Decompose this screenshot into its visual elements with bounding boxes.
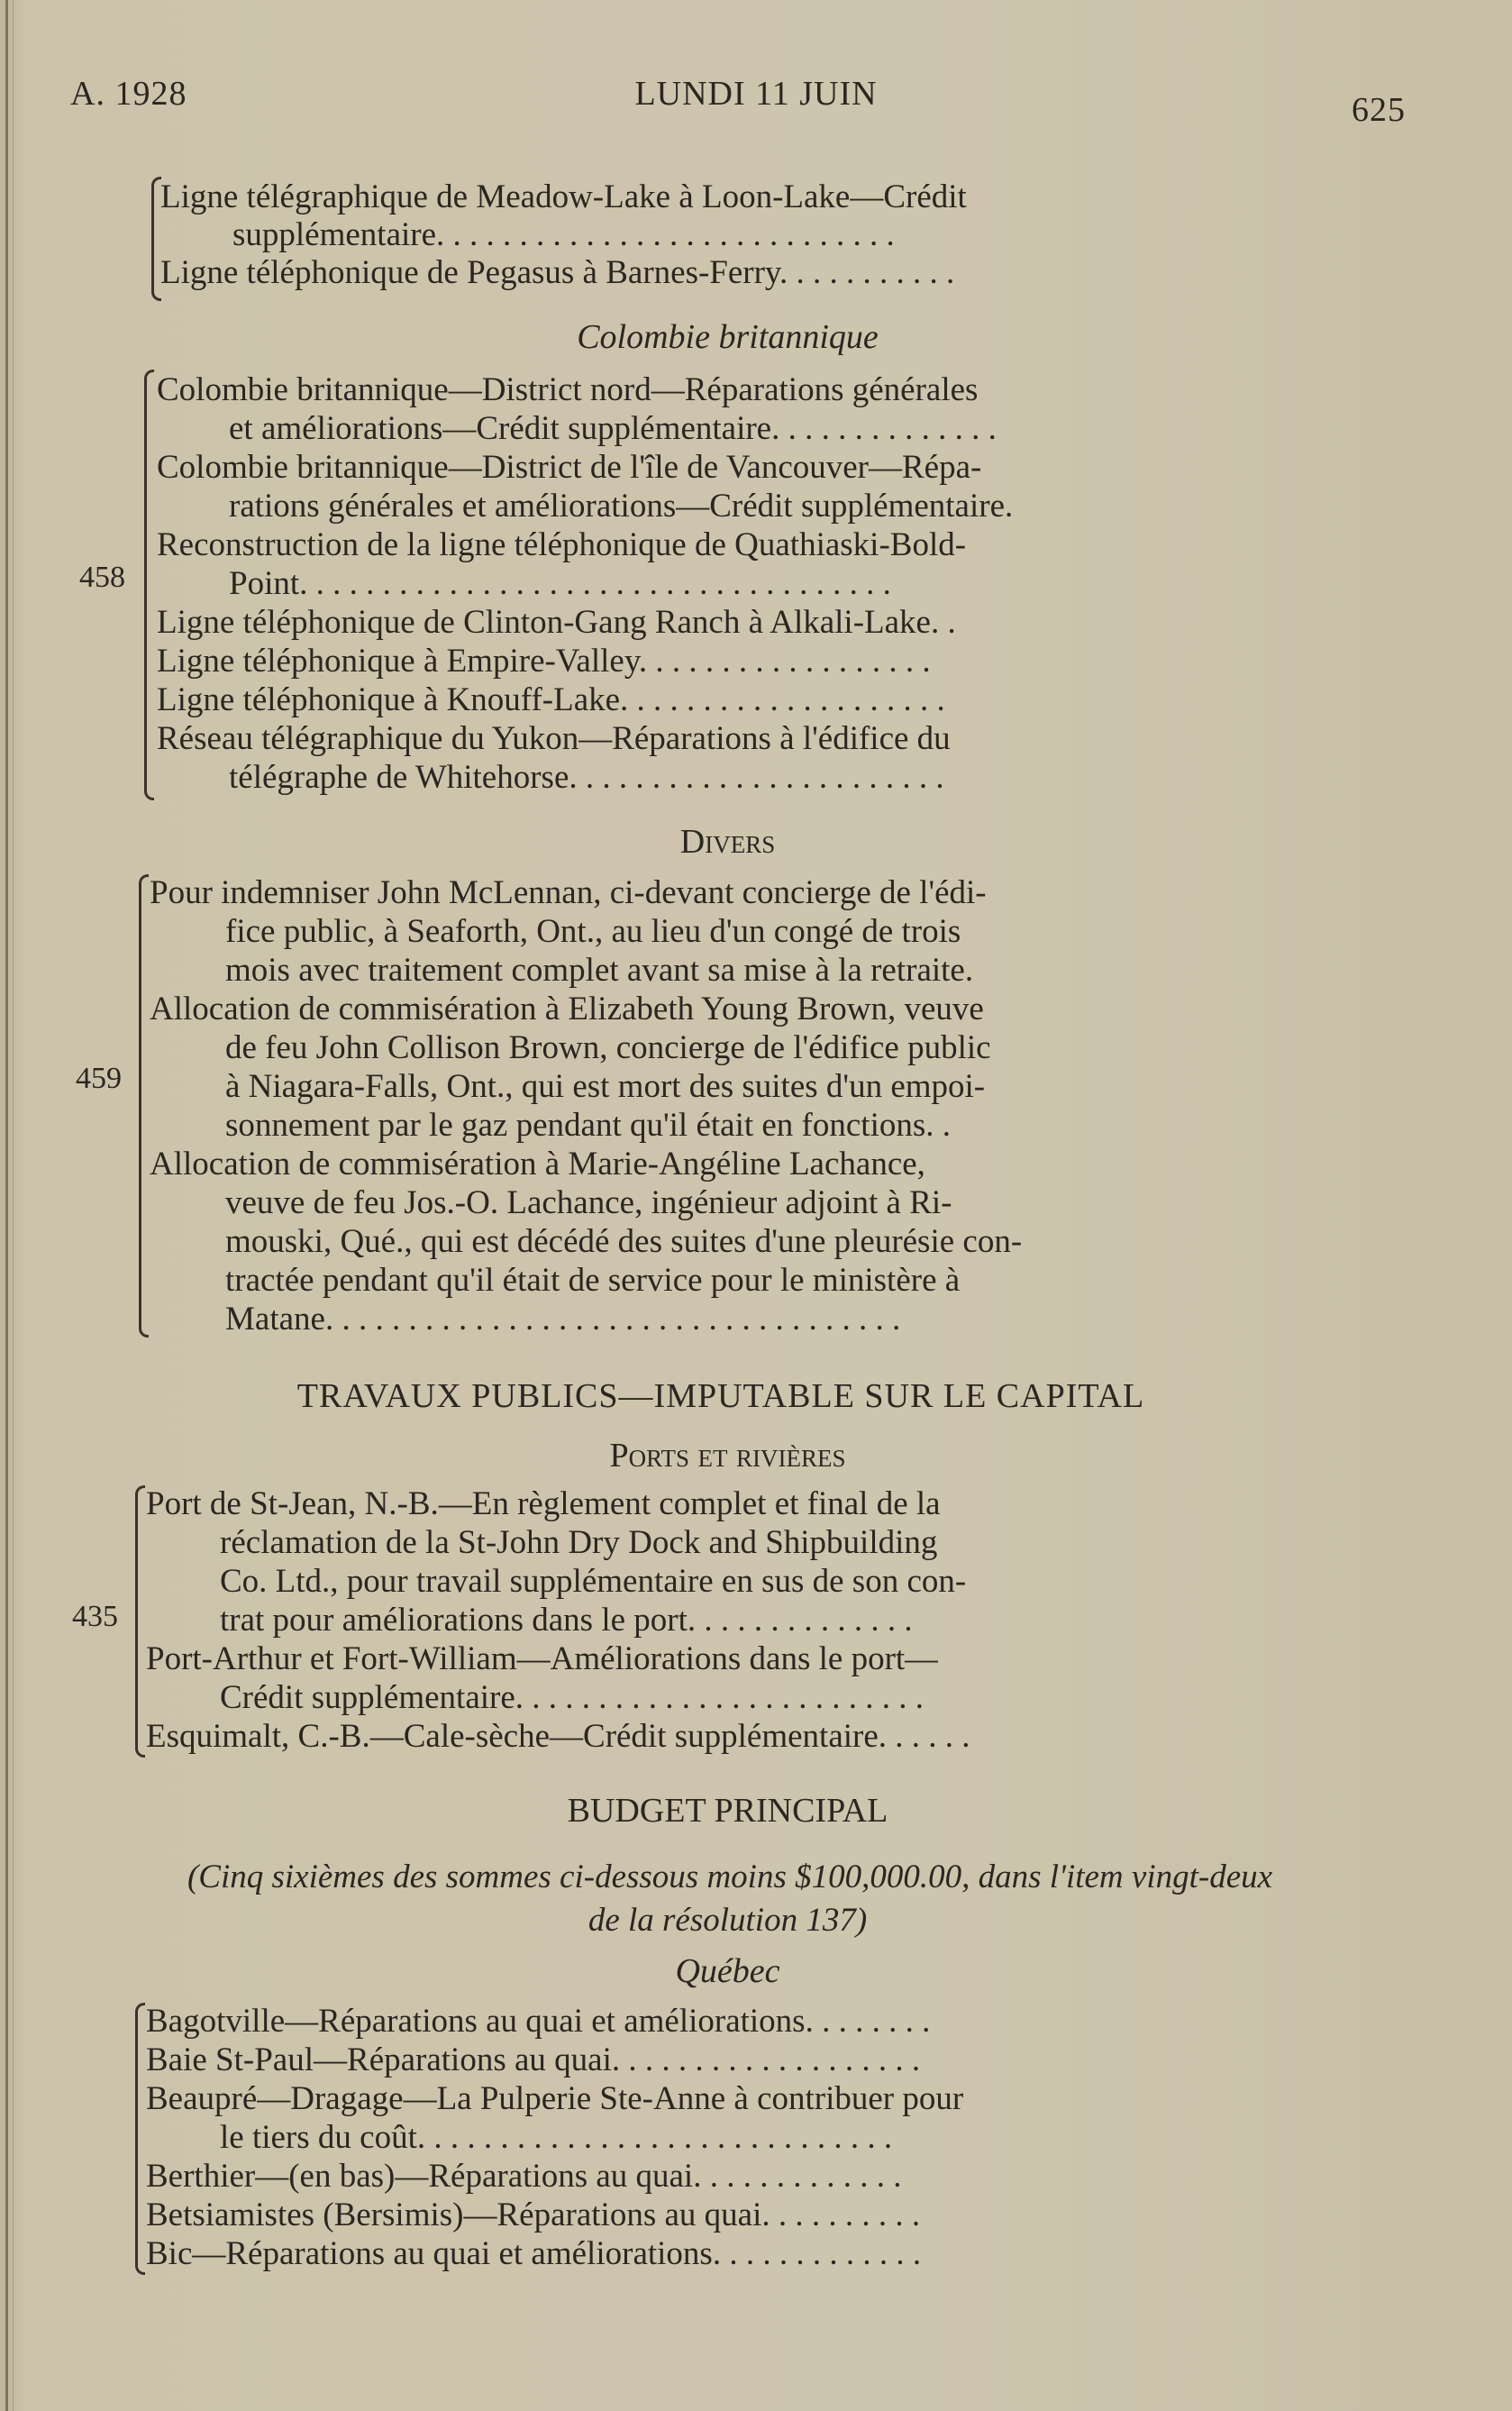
line-text: Ligne téléphonique de Pegasus à Barnes-Ferry. . . . . . . . . . . [160,254,955,291]
heading-divers: Divers [679,823,776,861]
heading-colombie: Colombie britannique [577,318,879,356]
line-text: mois avec traitement complet avant sa mise à la retraite. [225,952,974,989]
heading-quebec: Québec [675,1952,780,1990]
line-text: Baie St-Paul—Réparations au quai. . . . . . . . . . . . . . . . . . . [146,2041,921,2078]
line-text: Bic—Réparations au quai et améliorations. . . . . . . . . . . . . [146,2235,922,2272]
header-year: A. 1928 [70,75,187,113]
line-text: Beaupré—Dragage—La Pulperie Ste-Anne à contribuer pour [146,2080,964,2117]
line-text: Port de St-Jean, N.-B.—En règlement complet et final de la [146,1485,941,1522]
line-text: fice public, à Seaforth, Ont., au lieu d'un congé de trois [225,913,961,950]
line-text: télégraphe de Whitehorse. . . . . . . . . . . . . . . . . . . . . . . [229,759,944,796]
line-text: Esquimalt, C.-B.—Cale-sèche—Crédit supplémentaire. . . . . . [146,1718,970,1755]
line-text: Allocation de commisération à Marie-Angéline Lachance, [150,1146,925,1183]
brace-435 [135,1485,145,1758]
line-text: Réseau télégraphique du Yukon—Réparations à l'édifice du [157,720,951,757]
line-text: Betsiamistes (Bersimis)—Réparations au quai. . . . . . . . . . [146,2196,921,2233]
line-text: et améliorations—Crédit supplémentaire. . . . . . . . . . . . . . [229,410,997,447]
line-text: Reconstruction de la ligne téléphonique de Quathiaski-Bold- [157,526,967,563]
budget-note-2: de la résolution 137) [587,1902,868,1939]
line-text: veuve de feu Jos.-O. Lachance, ingénieur adjoint à Ri- [225,1184,952,1221]
line-text: rations générales et améliorations—Crédit supplémentaire. [229,488,1014,525]
line-text: Ligne télégraphique de Meadow-Lake à Loon-Lake—Crédit [160,178,967,215]
line-text: Port-Arthur et Fort-William—Améliorations dans le port— [146,1640,939,1677]
page-edge [5,0,8,2411]
line-text: de feu John Collison Brown, concierge de l'édifice public [225,1029,991,1066]
line-text: mouski, Qué., qui est décédé des suites d'une pleurésie con- [225,1223,1023,1260]
line-text: Ligne téléphonique à Empire-Valley. . . . . . . . . . . . . . . . . . [157,643,931,680]
brace-quebec [135,2003,145,2275]
page-number: 625 [1352,91,1406,129]
line-text: Point. . . . . . . . . . . . . . . . . . . . . . . . . . . . . . . . . . . . [229,565,891,602]
item-number-458: 458 [79,561,125,594]
line-text: Co. Ltd., pour travail supplémentaire en sus de son con- [220,1563,967,1600]
line-text: Colombie britannique—District de l'île de Vancouver—Répa- [157,449,982,486]
line-text: réclamation de la St-John Dry Dock and Shipbuilding [220,1524,938,1561]
line-text: Berthier—(en bas)—Réparations au quai. . . . . . . . . . . . . [146,2158,902,2195]
heading-travaux: TRAVAUX PUBLICS—IMPUTABLE SUR LE CAPITAL [296,1377,1145,1415]
line-text: Matane. . . . . . . . . . . . . . . . . . . . . . . . . . . . . . . . . . . [225,1301,901,1338]
page-edge-line [13,0,14,2411]
heading-ports: Ports et rivières [609,1437,846,1475]
line-text: à Niagara-Falls, Ont., qui est mort des suites d'un empoi- [225,1068,986,1105]
line-text: Bagotville—Réparations au quai et améliorations. . . . . . . . [146,2003,931,2040]
line-text: Ligne téléphonique de Clinton-Gang Ranch à Alkali-Lake. . [157,604,956,641]
line-text: Allocation de commisération à Elizabeth Young Brown, veuve [150,991,984,1027]
line-text: tractée pendant qu'il était de service pour le ministère à [225,1262,961,1299]
heading-budget: BUDGET PRINCIPAL [567,1792,888,1830]
line-text: Crédit supplémentaire. . . . . . . . . . . . . . . . . . . . . . . . . [220,1679,925,1716]
brace-459 [139,874,149,1338]
line-text: Ligne téléphonique à Knouff-Lake. . . . . . . . . . . . . . . . . . . . [157,681,945,718]
header-date: LUNDI 11 JUIN [634,75,878,113]
budget-note-1: (Cinq sixièmes des sommes ci-dessous moins $100,000.00, dans l'item vingt-deux [187,1858,1273,1895]
line-text: supplémentaire. . . . . . . . . . . . . . . . . . . . . . . . . . . . [232,216,895,253]
line-text: sonnement par le gaz pendant qu'il était en fonctions. . [225,1107,952,1144]
brace-458 [144,370,154,800]
line-text: trat pour améliorations dans le port. . . . . . . . . . . . . . [220,1602,913,1639]
item-number-435: 435 [72,1600,118,1633]
line-text: Colombie britannique—District nord—Réparations générales [157,371,979,408]
item-number-459: 459 [76,1062,122,1095]
line-text: Pour indemniser John McLennan, ci-devant concierge de l'édi- [150,874,987,911]
line-text: le tiers du coût. . . . . . . . . . . . . . . . . . . . . . . . . . . . . [220,2119,893,2156]
